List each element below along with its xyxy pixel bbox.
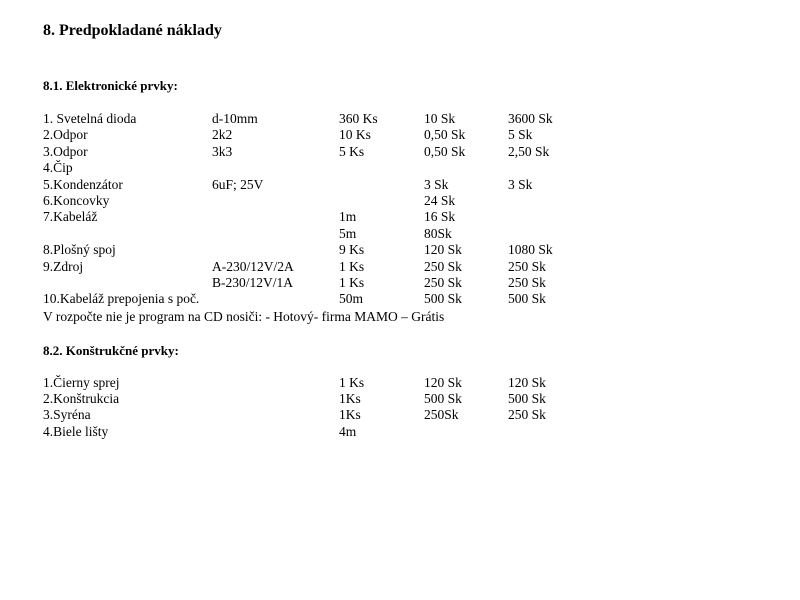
table-cell: 3.Odpor: [43, 143, 88, 159]
table-cell: B-230/12V/1A: [212, 274, 293, 290]
table-cell: 5 Ks: [339, 143, 365, 159]
table-cell: 2.Konštrukcia: [43, 390, 120, 406]
table-cell: 250 Sk: [508, 258, 546, 274]
table-cell: 9.Zdroj: [43, 258, 84, 274]
table-cell: 250 Sk: [508, 407, 546, 423]
table-cell: 5m: [339, 225, 357, 241]
table-cell: 2.Odpor: [43, 127, 88, 143]
table-cell: 120 Sk: [424, 374, 462, 390]
table-cell: 10 Sk: [424, 111, 456, 126]
table-cell: 3600 Sk: [508, 111, 553, 126]
table-cell: 1Ks: [339, 390, 361, 406]
table-cell: 1.Čierny sprej: [43, 374, 120, 390]
document-title: 8. Predpokladané náklady: [43, 22, 222, 39]
section-heading-electronic: 8.1. Elektronické prvky:: [43, 78, 178, 93]
table-cell: 360 Ks: [339, 111, 378, 126]
table-cell: 5.Kondenzátor: [43, 176, 123, 192]
table-cell: 9 Ks: [339, 242, 365, 258]
table-cell: 4.Biele lišty: [43, 423, 109, 439]
table-cell: 80Sk: [424, 225, 452, 241]
table-cell: 1 Ks: [339, 374, 365, 390]
table-cell: 16 Sk: [424, 209, 456, 225]
table-cell: 7.Kabeláž: [43, 209, 98, 225]
table-cell: 1Ks: [339, 407, 361, 423]
table-cell: 2,50 Sk: [508, 143, 550, 159]
table-cell: 3k3: [212, 143, 233, 159]
table-cell: 0,50 Sk: [424, 143, 466, 159]
table-cell: 5 Sk: [508, 127, 533, 143]
table-cell: 10.Kabeláž prepojenia s poč.: [43, 291, 200, 307]
table-cell: 24 Sk: [424, 192, 456, 208]
section-heading-construction: 8.2. Konštrukčné prvky:: [43, 343, 179, 358]
table-cell: 4m: [339, 423, 357, 439]
table-cell: 0,50 Sk: [424, 127, 466, 143]
table-cell: 1 Ks: [339, 258, 365, 274]
table-cell: 1. Svetelná dioda: [43, 111, 137, 126]
table-cell: 500 Sk: [424, 390, 462, 406]
table-cell: 6.Koncovky: [43, 192, 110, 208]
table-cell: 1 Ks: [339, 274, 365, 290]
table-cell: d-10mm: [212, 111, 258, 126]
table-cell: 120 Sk: [508, 374, 546, 390]
table-cell: 500 Sk: [508, 390, 546, 406]
table-cell: 1m: [339, 209, 357, 225]
table-cell: 250 Sk: [424, 258, 462, 274]
table-cell: 3.Syréna: [43, 407, 91, 423]
table-cell: 500 Sk: [508, 291, 546, 307]
table-cell: 4.Čip: [43, 160, 73, 176]
table-cell: 10 Ks: [339, 127, 371, 143]
table-cell: 500 Sk: [424, 291, 462, 307]
table-cell: 6uF; 25V: [212, 176, 264, 192]
table-cell: 250 Sk: [424, 274, 462, 290]
table-cell: 3 Sk: [424, 176, 449, 192]
table-cell: 8.Plošný spoj: [43, 242, 116, 258]
table-cell: 2k2: [212, 127, 233, 143]
table-cell: 3 Sk: [508, 176, 533, 192]
table-cell: 50m: [339, 291, 364, 307]
table-cell: 250Sk: [424, 407, 459, 423]
budget-note: V rozpočte nie je program na CD nosiči: - Hotový- firma MAMO – Grátis: [43, 308, 445, 324]
table-cell: 120 Sk: [424, 242, 462, 258]
table-cell: 1080 Sk: [508, 242, 553, 258]
table-cell: A-230/12V/2A: [212, 258, 294, 274]
table-cell: 250 Sk: [508, 274, 546, 290]
